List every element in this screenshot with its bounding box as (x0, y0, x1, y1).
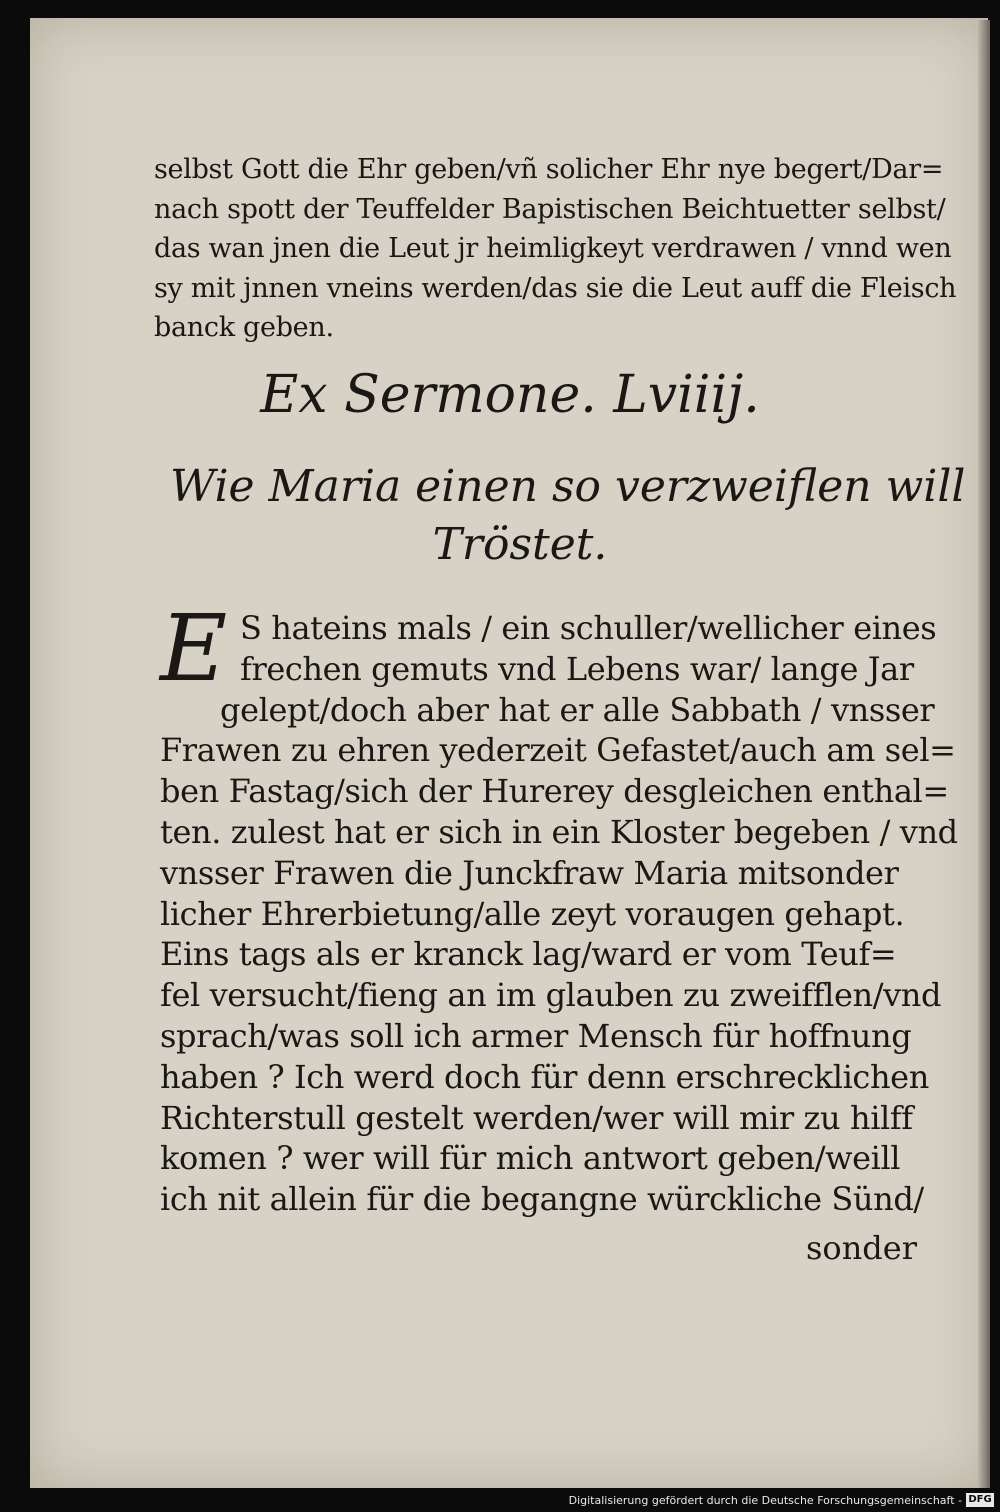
body-line: Frawen zu ehren yederzeit Gefastet/auch am sel= (160, 731, 956, 770)
intro-line: nach spott der Teuffelder Bapistischen Beichtuetter selbst/ (154, 193, 946, 225)
initial-letter: E (160, 595, 228, 702)
chapter-title-line: Wie Maria einen so verzweiflen will (170, 461, 966, 512)
dfg-logo: DFG (966, 1493, 994, 1507)
body-line: S hateins mals / ein schuller/wellicher eines (240, 609, 937, 647)
body-line: fel versucht/fieng an im glauben zu zweifflen/vnd (160, 976, 942, 1015)
body-line: Eins tags als er kranck lag/ward er vom Teuf= (160, 935, 897, 974)
body-line: licher Ehrerbietung/alle zeyt voraugen gehapt. (160, 894, 905, 933)
body-paragraph (160, 595, 958, 1220)
body-line: ben Fastag/sich der Hurerey desgleichen enthal= (160, 772, 949, 811)
body-line: haben ? Ich werd doch für denn erschrecklichen (160, 1057, 929, 1096)
body-line: ten. zulest hat er sich in ein Kloster begeben / vnd (160, 812, 958, 851)
body-line: gelept/doch aber hat er alle Sabbath / vnsser (220, 690, 935, 729)
intro-paragraph (154, 150, 957, 348)
chapter-title-line: Tröstet. (432, 519, 608, 570)
intro-line: das wan jnen die Leut jr heimligkeyt verdrawen / vnnd wen (154, 233, 952, 264)
intro-line: banck geben. (154, 312, 334, 343)
body-line: frechen gemuts vnd Lebens war/ lange Jar (240, 649, 914, 688)
catchword: sonder (806, 1229, 918, 1267)
body-line: sprach/was soll ich armer Mensch für hoffnung (160, 1016, 912, 1055)
section-heading: Ex Sermone. Lviiij. (260, 365, 760, 425)
body-line: komen ? wer will für mich antwort geben/weill (160, 1139, 901, 1178)
intro-line: selbst Gott die Ehr geben/vñ solicher Ehr nye begert/Dar= (154, 154, 944, 185)
intro-line: sy mit jnnen vneins werden/das sie die Leut auff die Fleisch (154, 272, 957, 304)
page-edge (978, 20, 990, 1488)
body-line: ich nit allein für die begangne würckliche Sünd/ (160, 1180, 924, 1219)
chapter-title (170, 458, 966, 574)
body-line: Richterstull gestelt werden/wer will mir zu hilff (160, 1098, 913, 1137)
funding-credit: Digitalisierung gefördert durch die Deutsche Forschungsgemeinschaft - (568, 1494, 962, 1507)
footer-bar (0, 1490, 1000, 1512)
body-line: vnsser Frawen die Junckfraw Maria mitsonder (160, 853, 899, 892)
